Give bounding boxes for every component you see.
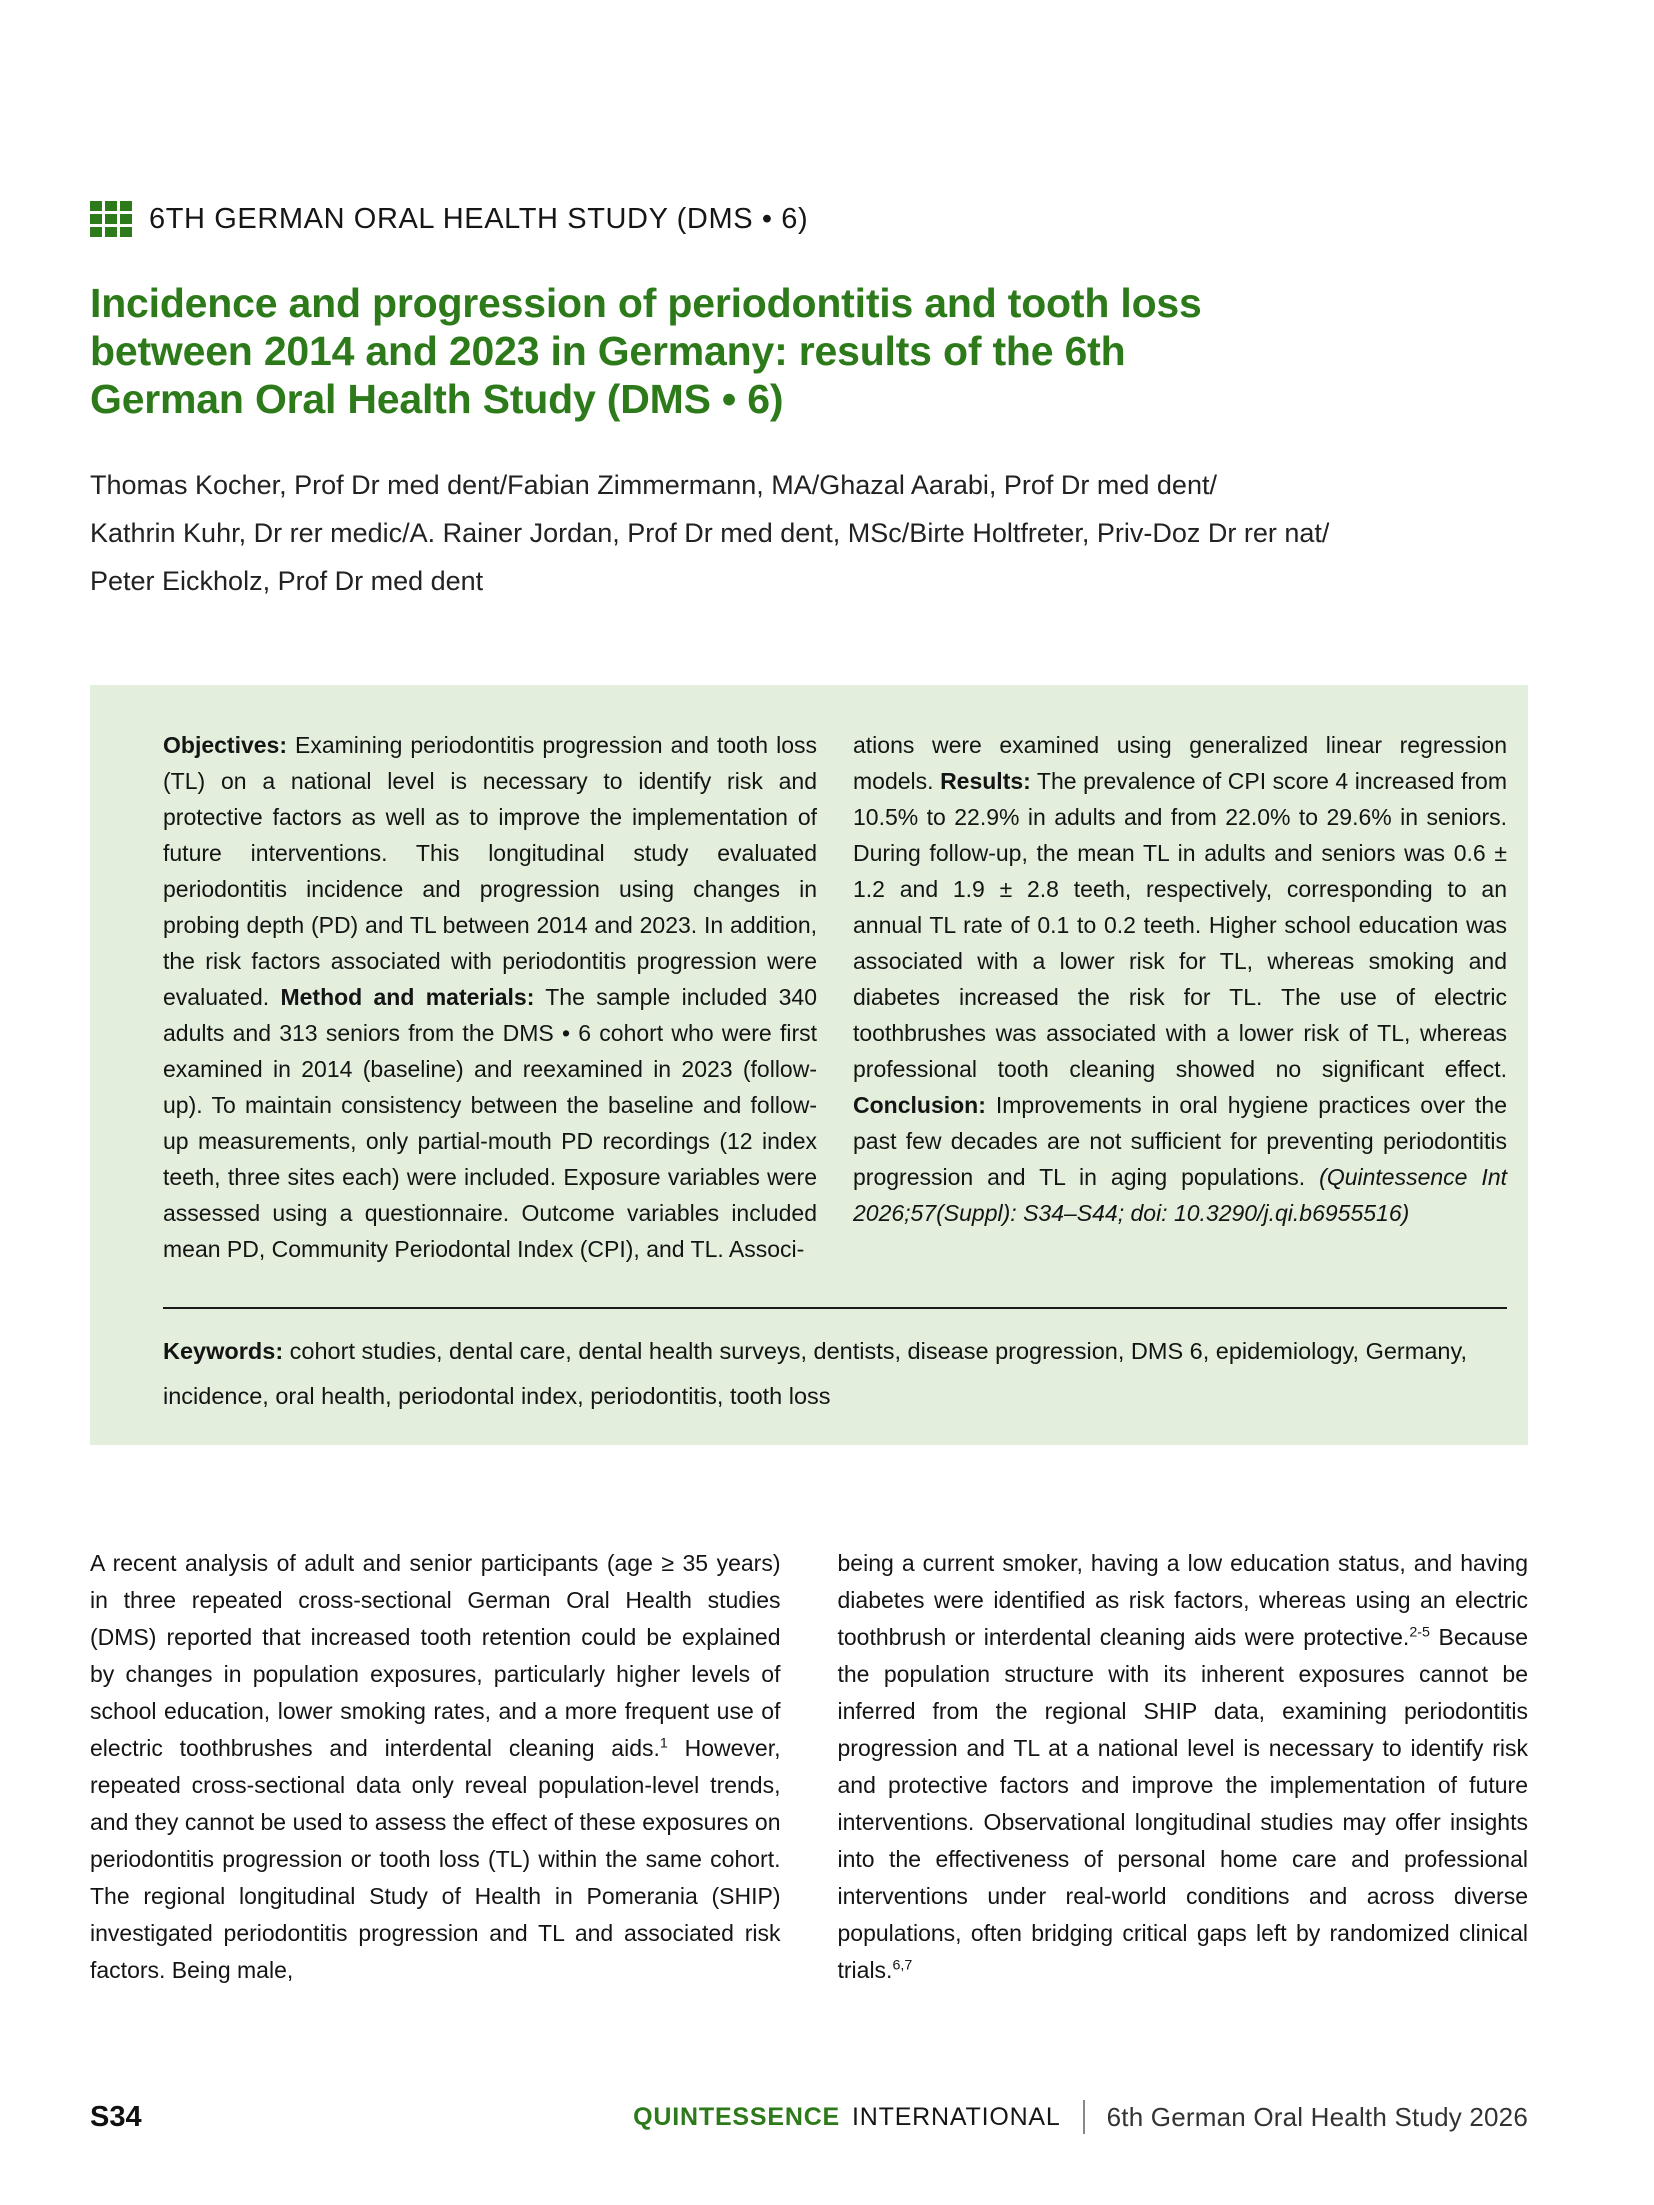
methods-text-continued: ations were examined using generalized linear regression models. bbox=[853, 732, 1507, 794]
body-left-text-continued: However, repeated cross-sectional data only reveal population-level trends, and they cannot be used to assess the effect of these exposures on periodontitis progression or tooth loss (TL) within the same cohort. The regional longitudinal Study of Health in Pomerania (SHIP) investigated periodontitis progression and TL and associated risk factors. Being male, bbox=[90, 1735, 781, 1983]
issue-title: 6th German Oral Health Study 2026 bbox=[1106, 2101, 1528, 2132]
dms6-grid-icon bbox=[90, 201, 132, 237]
reference-mark-6-7: 6,7 bbox=[892, 1957, 913, 1974]
article-title bbox=[90, 279, 1528, 423]
conclusion-label: Conclusion: bbox=[853, 1092, 986, 1118]
objectives-label: Objectives: bbox=[163, 732, 287, 758]
abstract-right-column bbox=[853, 727, 1507, 1267]
keywords-divider bbox=[163, 1307, 1507, 1309]
author-list bbox=[90, 461, 1528, 605]
article-body bbox=[90, 1545, 1528, 1989]
page-number: S34 bbox=[90, 2100, 142, 2133]
abstract-columns bbox=[163, 727, 1507, 1267]
citation-text: (Quintessence Int 2026;57(Suppl): S34–S44; doi: 10.3290/j.qi.b6955516) bbox=[853, 1164, 1507, 1226]
abstract-box bbox=[90, 685, 1528, 1445]
series-label: 6TH GERMAN ORAL HEALTH STUDY (DMS • 6) bbox=[149, 202, 809, 235]
results-text: The prevalence of CPI score 4 increased from 10.5% to 22.9% in adults and from 22.0% to 29.6% in seniors. During follow-up, the mean TL in adults and seniors was 0.6 ± 1.2 and 1.9 ± 2.8 teeth, respectively, corresponding to an annual TL rate of 0.1 to 0.2 teeth. Higher school education was associated with a lower risk for TL, whereas smoking and diabetes increased the risk for TL. The use of electric toothbrushes was associated with a lower risk of TL, whereas professional tooth cleaning showed no significant effect. bbox=[853, 768, 1507, 1082]
author-line-1: Thomas Kocher, Prof Dr med dent/Fabian Zimmermann, MA/Ghazal Aarabi, Prof Dr med dent/ bbox=[90, 470, 1217, 500]
conclusion-text: Improvements in oral hygiene practices over the past few decades are not sufficient for preventing periodontitis progression and TL in aging populations. bbox=[853, 1092, 1507, 1190]
body-right-column bbox=[838, 1545, 1529, 1989]
article-title-line-2: between 2014 and 2023 in Germany: results of the 6th bbox=[90, 328, 1126, 374]
article-title-line-3: German Oral Health Study (DMS • 6) bbox=[90, 376, 784, 422]
body-right-text: being a current smoker, having a low education status, and having diabetes were identified as risk factors, whereas using an electric toothbrush or interdental cleaning aids were protective. bbox=[837, 1550, 1528, 1650]
keywords-text: cohort studies, dental care, dental health surveys, dentists, disease progression, DMS 6, epidemiology, Germany, incidence, oral health, periodontal index, periodontitis, tooth loss bbox=[163, 1338, 1468, 1409]
body-left-text: A recent analysis of adult and senior participants (age ≥ 35 years) in three repeated cross-sectional German Oral Health studies (DMS) reported that increased tooth retention could be explained by changes in population exposures, particularly higher levels of school education, lower smoking rates, and a more frequent use of electric toothbrushes and interdental cleaning aids. bbox=[90, 1550, 781, 1761]
article-eyebrow-row bbox=[90, 0, 1528, 237]
objectives-text: Examining periodontitis progression and tooth loss (TL) on a national level is necessary to identify risk and protective factors as well as to improve the implementation of future interventions. This longitudinal study evaluated periodontitis incidence and progression using changes in probing depth (PD) and TL between 2014 and 2023. In addition, the risk factors associated with periodontitis progression were evaluated. bbox=[163, 732, 817, 1010]
author-line-2: Kathrin Kuhr, Dr rer medic/A. Rainer Jordan, Prof Dr med dent, MSc/Birte Holtfreter, Priv-Doz Dr rer nat/ bbox=[90, 518, 1330, 548]
reference-mark-1: 1 bbox=[659, 1735, 668, 1752]
keywords-label: Keywords: bbox=[163, 1338, 284, 1364]
journal-name-rest: INTERNATIONAL bbox=[852, 2102, 1061, 2131]
keywords-line bbox=[163, 1329, 1507, 1419]
author-line-3: Peter Eickholz, Prof Dr med dent bbox=[90, 566, 484, 596]
methods-text: The sample included 340 adults and 313 seniors from the DMS • 6 cohort who were first examined in 2014 (baseline) and reexamined in 2023 (follow-up). To maintain consistency between the baseline and follow-up measurements, only partial-mouth PD recordings (12 index teeth, three sites each) were included. Exposure variables were assessed using a questionnaire. Outcome variables included mean PD, Community Periodontal Index (CPI), and TL. Associ- bbox=[163, 984, 817, 1262]
article-title-line-1: Incidence and progression of periodontitis and tooth loss bbox=[90, 280, 1202, 326]
journal-footer bbox=[633, 2100, 1528, 2134]
body-left-column bbox=[90, 1545, 781, 1989]
methods-label: Method and materials: bbox=[280, 984, 535, 1010]
body-right-text-continued: Because the population structure with its inherent exposures cannot be inferred from the regional SHIP data, examining periodontitis progression and TL at a national level is necessary to identify risk and protective factors and improve the implementation of future interventions. Observational longitudinal studies may offer insights into the effectiveness of personal home care and professional interventions under real-world conditions and across diverse populations, often bridging critical gaps left by randomized clinical trials. bbox=[837, 1624, 1528, 1983]
page-footer bbox=[90, 2100, 1528, 2134]
journal-name-bold: QUINTESSENCE bbox=[633, 2102, 841, 2131]
reference-mark-2-5: 2-5 bbox=[1409, 1624, 1430, 1641]
results-label: Results: bbox=[940, 768, 1031, 794]
abstract-left-column bbox=[163, 727, 817, 1267]
footer-divider bbox=[1083, 2100, 1085, 2134]
